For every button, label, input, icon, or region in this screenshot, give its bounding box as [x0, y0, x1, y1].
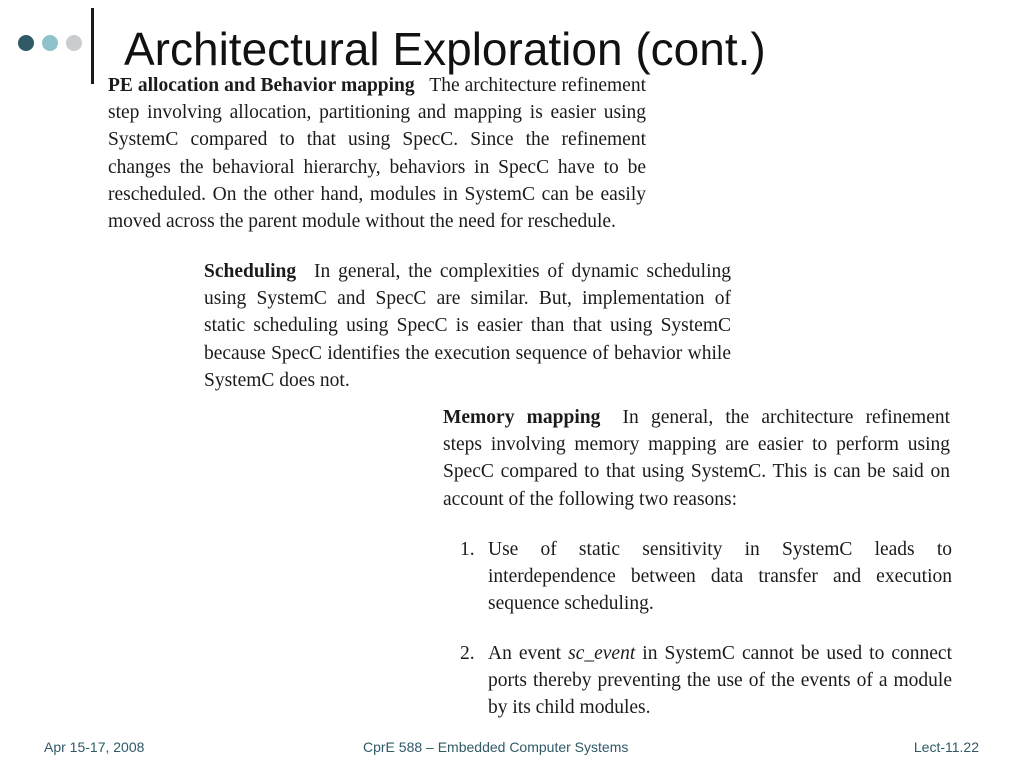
paragraph-body: In general, the complexities of dynamic scheduling using SystemC and SpecC are similar. But, implementation of static scheduling using SpecC is easier than that using SystemC because SpecC identifies the execution sequence of behavior while SystemC does not.: [204, 261, 732, 391]
paragraph-heading: PE allocation and Behavior mapping: [108, 75, 415, 96]
paragraph-scheduling: [204, 258, 731, 394]
footer-course: CprE 588 – Embedded Computer Systems: [363, 739, 629, 755]
slide-title: Architectural Exploration (cont.): [124, 23, 766, 75]
list-text-before: An event: [488, 642, 562, 664]
paragraph-pe-allocation: [108, 72, 646, 235]
title-divider: [91, 8, 94, 84]
footer-lecture-number: Lect-11.22: [913, 739, 979, 755]
list-item: [460, 536, 952, 618]
list-number: 1.: [460, 539, 475, 560]
paragraph-body: The architecture refinement step involving allocation, partitioning and mapping is easier using SystemC compared to that using SpecC. Since the refinement changes the behavioral hierarchy, behaviors in SpecC have to be rescheduled. On the other hand, modules in SystemC can be easily moved across the parent module without the need for reschedule.: [108, 75, 647, 233]
list-text-emphasis: sc_event: [568, 642, 636, 664]
footer-date: Apr 15-17, 2008: [44, 739, 145, 755]
paragraph-body: In general, the architecture refinement steps involving memory mapping are easier to perform using SpecC compared to that using SystemC. This is can be said on account of the following two reasons:: [443, 407, 951, 510]
dot-dark-icon: [18, 35, 34, 51]
list-text: Use of static sensitivity in SystemC leads to interdependence between data transfer and execution sequence scheduling.: [488, 539, 952, 615]
reasons-list: [460, 536, 952, 721]
paragraph-heading: Scheduling: [204, 261, 297, 282]
list-number: 2.: [460, 642, 475, 664]
dot-gray-icon: [66, 35, 82, 51]
list-text-after: in SystemC cannot be used to connect ports thereby preventing the use of the events of a module by its child modules.: [488, 642, 952, 719]
decorative-dots: [18, 35, 88, 53]
paragraph-memory-mapping: [443, 404, 950, 513]
dot-light-icon: [42, 35, 58, 51]
paragraph-heading: Memory mapping: [443, 407, 601, 428]
list-item: [460, 640, 952, 722]
